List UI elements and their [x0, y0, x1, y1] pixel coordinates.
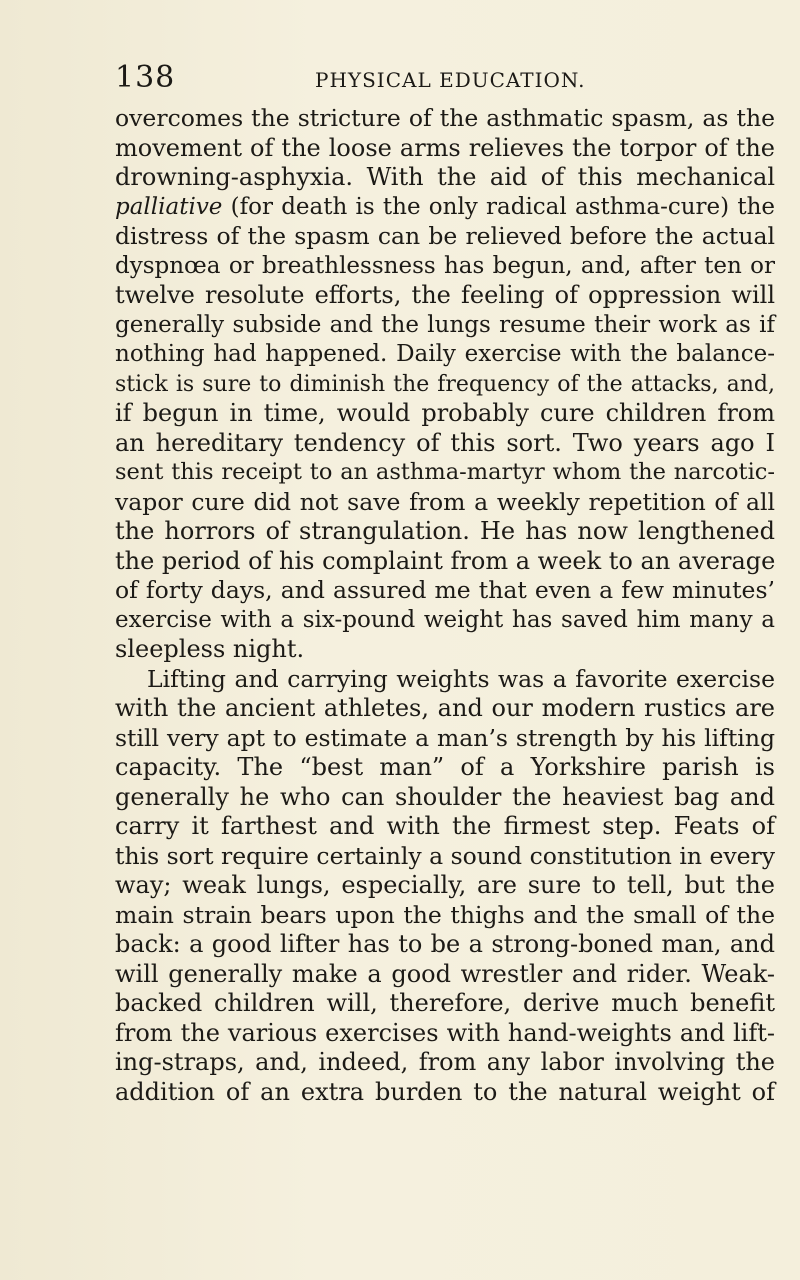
text-line: drowning-asphyxia. With the aid of this mechanical — [115, 163, 775, 191]
text-line: dyspnœa or breathlessness has begun, and, after ten or — [115, 252, 775, 279]
text-line: way; weak lungs, especially, are sure to tell, but the — [115, 871, 775, 899]
text-line: backed children will, therefore, derive much benefit — [115, 989, 775, 1017]
text-line: overcomes the stricture of the asthmatic spasm, as the — [115, 104, 775, 132]
paragraph — [115, 104, 775, 665]
text-line: main strain bears upon the thighs and the small of the — [115, 900, 775, 929]
text-line: still very apt to estimate a man’s strength by his lifting — [115, 723, 775, 752]
text-line: from the various exercises with hand-weights and lift- — [115, 1018, 775, 1047]
page-header — [115, 60, 775, 100]
text-line: generally subside and the lungs resume their work as if — [115, 311, 775, 338]
text-line: the horrors of strangulation. He has now lengthened — [115, 517, 775, 545]
text-line: sleepless night. — [115, 635, 305, 663]
text-line: an hereditary tendency of this sort. Two years ago I — [115, 428, 775, 457]
text-line: will generally make a good wrestler and rider. Weak- — [115, 959, 775, 988]
text-line: capacity. The “best man” of a Yorkshire parish is — [115, 753, 775, 781]
text-line: the period of his complaint from a week to an average — [115, 546, 776, 575]
paragraph — [115, 665, 775, 1108]
text-line: ing-straps, and, indeed, from any labor involving the — [115, 1048, 775, 1076]
text-span: (for death is the only radical asthma-cure) the — [222, 193, 775, 220]
text-line: distress of the spasm can be relieved before the actual — [115, 222, 775, 250]
italic-term: palliative — [115, 193, 223, 220]
text-line: this sort require certainly a sound constitution in every — [115, 841, 776, 870]
text-line: with the ancient athletes, and our modern rustics are — [115, 694, 775, 722]
text-line: twelve resolute efforts, the feeling of oppression will — [115, 281, 775, 309]
text-line: back: a good lifter has to be a strong-boned man, and — [115, 930, 775, 958]
page-number: 138 — [115, 60, 176, 95]
text-line — [115, 193, 775, 223]
text-line: generally he who can shoulder the heaviest bag and — [115, 782, 775, 811]
text-line: Lifting and carrying weights was a favorite exercise — [147, 664, 775, 693]
body-text — [115, 104, 775, 1107]
text-line: nothing had happened. Daily exercise with the balance- — [115, 341, 775, 367]
text-line: if begun in time, would probably cure children from — [115, 399, 775, 427]
text-line: sent this receipt to an asthma-martyr whom the narcotic- — [115, 459, 775, 485]
text-line: stick is sure to diminish the frequency of the attacks, and, — [115, 371, 775, 397]
text-line: carry it farthest and with the firmest step. Feats of — [115, 812, 775, 840]
text-line: vapor cure did not save from a weekly repetition of all — [115, 487, 775, 516]
text-line: of forty days, and assured me that even a few minutes’ — [115, 576, 775, 604]
running-head: PHYSICAL EDUCATION. — [315, 68, 586, 92]
text-line: addition of an extra burden to the natural weight of — [115, 1077, 775, 1106]
text-line: movement of the loose arms relieves the torpor of the — [115, 133, 775, 162]
text-line: exercise with a six-pound weight has saved him many a — [115, 606, 775, 633]
